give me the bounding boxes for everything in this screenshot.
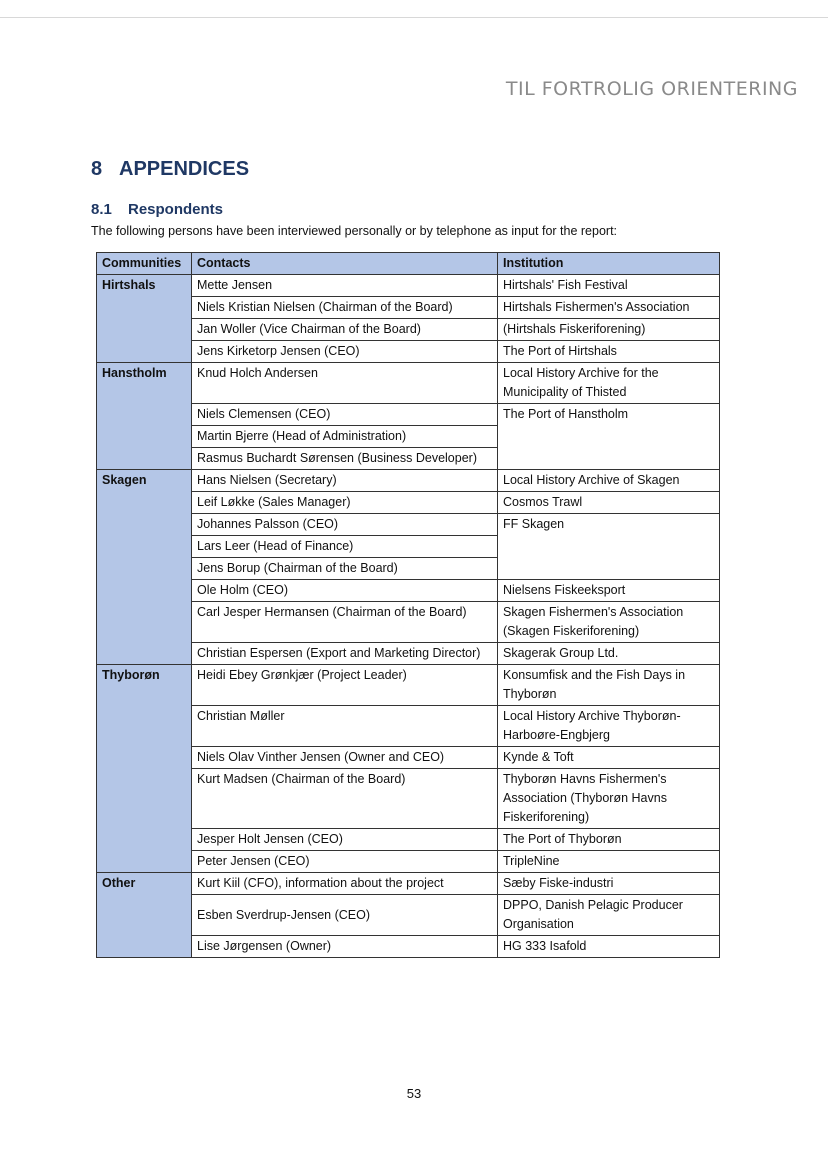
table-row (97, 895, 720, 936)
contact-cell: Jens Borup (Chairman of the Board) (192, 558, 498, 580)
contact-cell: Hans Nielsen (Secretary) (192, 470, 498, 492)
subsection-heading (91, 201, 223, 218)
confidential-stamp: TIL FORTROLIG ORIENTERING (505, 78, 798, 100)
community-cell (97, 426, 192, 448)
contact-cell: Niels Kristian Nielsen (Chairman of the Board) (192, 297, 498, 319)
community-cell (97, 895, 192, 936)
contact-cell: Knud Holch Andersen (192, 363, 498, 404)
contact-cell: Mette Jensen (192, 275, 498, 297)
institution-cell: Cosmos Trawl (498, 492, 720, 514)
contact-cell: Jens Kirketorp Jensen (CEO) (192, 341, 498, 363)
table-row (97, 747, 720, 769)
contact-cell: Christian Espersen (Export and Marketing Director) (192, 643, 498, 665)
section-heading (91, 158, 249, 181)
community-cell (97, 514, 192, 536)
community-cell (97, 829, 192, 851)
respondents-table (96, 252, 720, 958)
table-header-row (97, 253, 720, 275)
header-contacts: Contacts (192, 253, 498, 275)
institution-cell: (Hirtshals Fiskeriforening) (498, 319, 720, 341)
table-row (97, 470, 720, 492)
institution-cell: Local History Archive for the Municipality of Thisted (498, 363, 720, 404)
community-cell: Other (97, 873, 192, 895)
community-cell (97, 851, 192, 873)
contact-cell: Niels Clemensen (CEO) (192, 404, 498, 426)
institution-cell: FF Skagen (498, 514, 720, 580)
community-cell (97, 319, 192, 341)
intro-paragraph: The following persons have been interviewed personally or by telephone as input for the report: (91, 224, 618, 238)
community-cell (97, 492, 192, 514)
institution-cell: HG 333 Isafold (498, 936, 720, 958)
subsection-number: 8.1 (91, 201, 112, 218)
community-cell (97, 558, 192, 580)
community-cell (97, 936, 192, 958)
contact-cell: Lise Jørgensen (Owner) (192, 936, 498, 958)
institution-cell: Konsumfisk and the Fish Days in Thyborøn (498, 665, 720, 706)
table-row (97, 492, 720, 514)
contact-cell: Jesper Holt Jensen (CEO) (192, 829, 498, 851)
institution-cell: The Port of Thyborøn (498, 829, 720, 851)
contact-cell: Christian Møller (192, 706, 498, 747)
table-row (97, 851, 720, 873)
scan-edge-line (0, 17, 828, 18)
contact-cell: Ole Holm (CEO) (192, 580, 498, 602)
contact-cell: Esben Sverdrup-Jensen (CEO) (192, 895, 498, 936)
table-row (97, 769, 720, 829)
institution-cell: Local History Archive of Skagen (498, 470, 720, 492)
contact-cell: Peter Jensen (CEO) (192, 851, 498, 873)
table-row (97, 580, 720, 602)
community-cell (97, 706, 192, 747)
institution-cell: Kynde & Toft (498, 747, 720, 769)
table-row (97, 873, 720, 895)
contact-cell: Kurt Madsen (Chairman of the Board) (192, 769, 498, 829)
section-number: 8 (91, 158, 103, 180)
subsection-title: Respondents (128, 201, 224, 218)
community-cell (97, 448, 192, 470)
section-title: APPENDICES (119, 158, 250, 180)
community-cell (97, 536, 192, 558)
table-row (97, 936, 720, 958)
contact-cell: Lars Leer (Head of Finance) (192, 536, 498, 558)
institution-cell: TripleNine (498, 851, 720, 873)
community-cell: Skagen (97, 470, 192, 492)
community-cell (97, 602, 192, 643)
table-row (97, 665, 720, 706)
community-cell: Hanstholm (97, 363, 192, 404)
contact-cell: Carl Jesper Hermansen (Chairman of the Board) (192, 602, 498, 643)
table-row (97, 706, 720, 747)
community-cell: Hirtshals (97, 275, 192, 297)
community-cell (97, 580, 192, 602)
community-cell (97, 643, 192, 665)
institution-cell: Local History Archive Thyborøn-Harboøre-Engbjerg (498, 706, 720, 747)
table-row (97, 829, 720, 851)
institution-cell: Hirtshals Fishermen's Association (498, 297, 720, 319)
table-row (97, 319, 720, 341)
contact-cell: Martin Bjerre (Head of Administration) (192, 426, 498, 448)
table-row (97, 514, 720, 536)
community-cell: Thyborøn (97, 665, 192, 706)
page-number: 53 (406, 1086, 422, 1101)
institution-cell: DPPO, Danish Pelagic Producer Organisation (498, 895, 720, 936)
institution-cell: Skagen Fishermen's Association (Skagen Fiskeriforening) (498, 602, 720, 643)
table-row (97, 275, 720, 297)
institution-cell: Thyborøn Havns Fishermen's Association (Thyborøn Havns Fiskeriforening) (498, 769, 720, 829)
contact-cell: Heidi Ebey Grønkjær (Project Leader) (192, 665, 498, 706)
header-communities: Communities (97, 253, 192, 275)
table-row (97, 404, 720, 426)
header-institution: Institution (498, 253, 720, 275)
community-cell (97, 297, 192, 319)
institution-cell: Sæby Fiske-industri (498, 873, 720, 895)
contact-cell: Rasmus Buchardt Sørensen (Business Developer) (192, 448, 498, 470)
community-cell (97, 747, 192, 769)
institution-cell: Hirtshals' Fish Festival (498, 275, 720, 297)
institution-cell: Nielsens Fiskeeksport (498, 580, 720, 602)
contact-cell: Jan Woller (Vice Chairman of the Board) (192, 319, 498, 341)
community-cell (97, 769, 192, 829)
institution-cell: The Port of Hirtshals (498, 341, 720, 363)
table-row (97, 643, 720, 665)
institution-cell: Skagerak Group Ltd. (498, 643, 720, 665)
contact-cell: Niels Olav Vinther Jensen (Owner and CEO) (192, 747, 498, 769)
community-cell (97, 404, 192, 426)
institution-cell: The Port of Hanstholm (498, 404, 720, 470)
table-row (97, 341, 720, 363)
contact-cell: Leif Løkke (Sales Manager) (192, 492, 498, 514)
contact-cell: Johannes Palsson (CEO) (192, 514, 498, 536)
table-row (97, 363, 720, 404)
community-cell (97, 341, 192, 363)
table-row (97, 602, 720, 643)
table-row (97, 297, 720, 319)
contact-cell: Kurt Kiil (CFO), information about the project (192, 873, 498, 895)
